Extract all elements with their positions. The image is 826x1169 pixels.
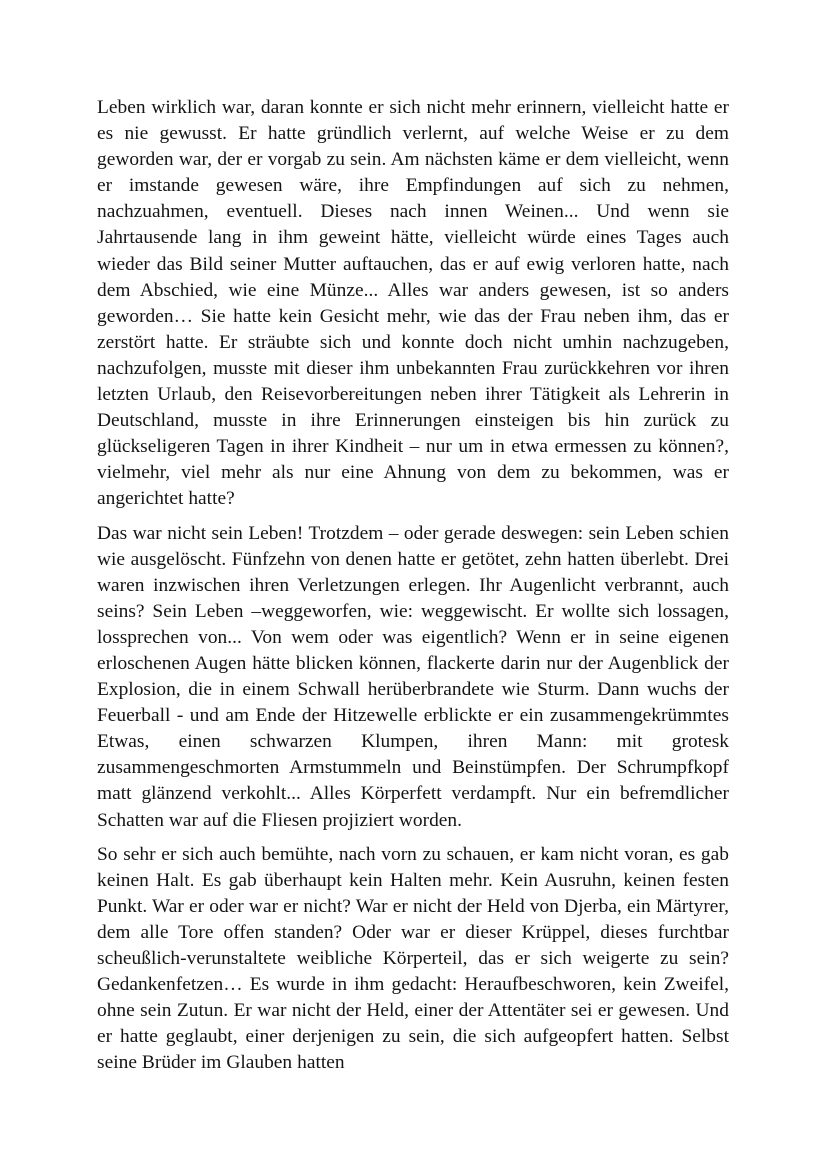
paragraph-1: Leben wirklich war, daran konnte er sich nicht mehr erinnern, vielleicht hatte er es nie gewusst. Er hatte gründlich verlernt, auf welche Weise er zu dem geworden war, der er vorgab zu sein. Am nächsten käme er dem vielleicht, wenn er imstande gewesen wäre, ihre Empfindungen auf sich zu nehmen, nachzuahmen, eventuell. Dieses nach innen Weinen... Und wenn sie Jahrtausende lang in ihm geweint hätte, vielleicht würde eines Tages auch wieder das Bild seiner Mutter auftauchen, das er auf ewig verloren hatte, nach dem Abschied, wie eine Münze... Alles war anders gewesen, ist so anders geworden… Sie hatte kein Gesicht mehr, wie das der Frau neben ihm, das er zerstört hatte. Er sträubte sich und konnte doch nicht umhin nachzugeben, nachzufolgen, musste mit dieser ihm unbekannten Frau zurückkehren vor ihren letzten Urlaub, den Reisevorbereitungen neben ihrer Tätigkeit als Lehrerin in Deutschland, musste in ihre Erinnerungen einsteigen bis hin zurück zu glückseligeren Tagen in ihrer Kindheit – nur um in etwa ermessen zu können?, vielmehr, viel mehr als nur eine Ahnung von dem zu bekommen, was er angerichtet hatte? [97, 97, 729, 510]
paragraph-2: Das war nicht sein Leben! Trotzdem – oder gerade deswegen: sein Leben schien wie ausgelöscht. Fünfzehn von denen hatte er getötet, zehn hatten überlebt. Drei waren inzwischen ihren Verletzungen erlegen. Ihr Augenlicht verbrannt, auch seins? Sein Leben –weggeworfen, wie: weggewischt. Er wollte sich lossagen, lossprechen von... Von wem oder was eigentlich? Wenn er in seine eigenen erloschenen Augen hätte blicken können, flackerte darin nur der Augenblick der Explosion, die in einem Schwall herüberbrandete wie Sturm. Dann wuchs der Feuerball - und am Ende der Hitzewelle erblickte er ein zusammengekrümmtes Etwas, einen schwarzen Klumpen, ihren Mann: mit grotesk zusammengeschmorten Armstummeln und Beinstümpfen. Der Schrumpfkopf matt glänzend verkohlt... Alles Körperfett verdampft. Nur ein befremdlicher Schatten war auf die Fliesen projiziert worden. [97, 522, 729, 831]
body-text-column [97, 95, 729, 1076]
paragraph-3: So sehr er sich auch bemühte, nach vorn zu schauen, er kam nicht voran, es gab keinen Halt. Es gab überhaupt kein Halten mehr. Kein Ausruhn, keinen festen Punkt. War er oder war er nicht? War er nicht der Held von Djerba, ein Märtyrer, dem alle Tore offen standen? Oder war er dieser Krüppel, dieses furchtbar scheußlich-verunstaltete weibliche Körperteil, das er sich weigerte zu sein? Gedankenfetzen… Es wurde in ihm gedacht: Heraufbeschworen, kein Zweifel, ohne sein Zutun. Er war nicht der Held, einer der Attentäter sei er gewesen. Und er hatte geglaubt, einer derjenigen zu sein, die sich aufgeopfert hatten. Selbst seine Brüder im Glauben hatten [97, 843, 729, 1074]
